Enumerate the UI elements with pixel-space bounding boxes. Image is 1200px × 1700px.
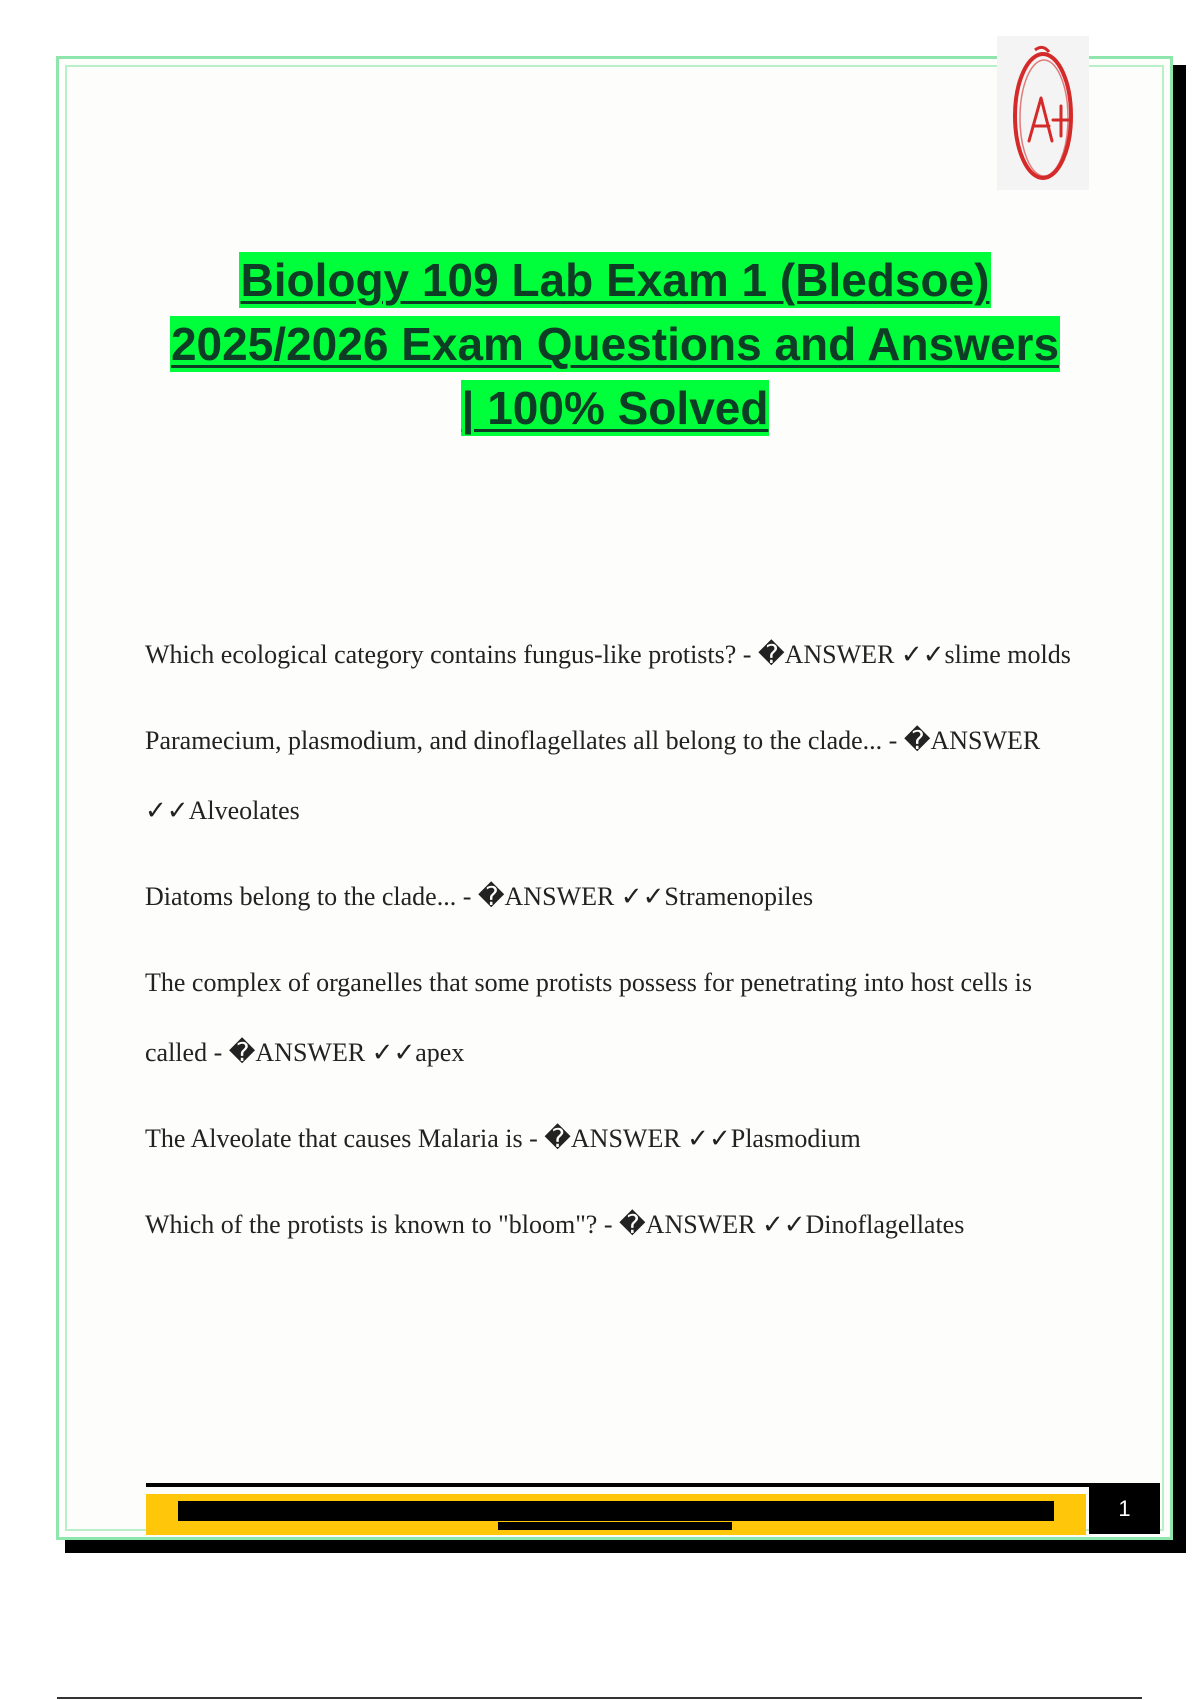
footer-tab xyxy=(498,1522,732,1530)
qa-item: Paramecium, plasmodium, and dinoflagellates all belong to the clade... - �ANSWER ✓✓Alveolates xyxy=(145,726,1041,825)
qa-item: Which ecological category contains fungus-like protists? - �ANSWER ✓✓slime molds xyxy=(145,640,1071,669)
title-line-1: Biology 109 Lab Exam 1 (Bledsoe) xyxy=(240,254,990,306)
question-answer-list xyxy=(145,620,1095,1276)
page-bottom-divider xyxy=(57,1697,1142,1699)
grade-stamp xyxy=(997,36,1089,190)
qa-item: Diatoms belong to the clade... - �ANSWER ✓✓Stramenopiles xyxy=(145,882,814,911)
qa-item: The complex of organelles that some protists possess for penetrating into host cells is called - �ANSWER ✓✓apex xyxy=(145,968,1032,1067)
document-title xyxy=(120,252,1110,444)
qa-item: The Alveolate that causes Malaria is - �ANSWER ✓✓Plasmodium xyxy=(145,1124,861,1153)
title-line-3: | 100% Solved xyxy=(461,382,769,434)
footer-bar xyxy=(178,1501,1054,1521)
qa-item: Which of the protists is known to "bloom"? - �ANSWER ✓✓Dinoflagellates xyxy=(145,1210,965,1239)
a-plus-stamp-icon xyxy=(997,36,1089,190)
footer-divider xyxy=(146,1483,1089,1487)
title-line-2: 2025/2026 Exam Questions and Answers xyxy=(170,318,1060,370)
page-number: 1 xyxy=(1089,1483,1160,1534)
